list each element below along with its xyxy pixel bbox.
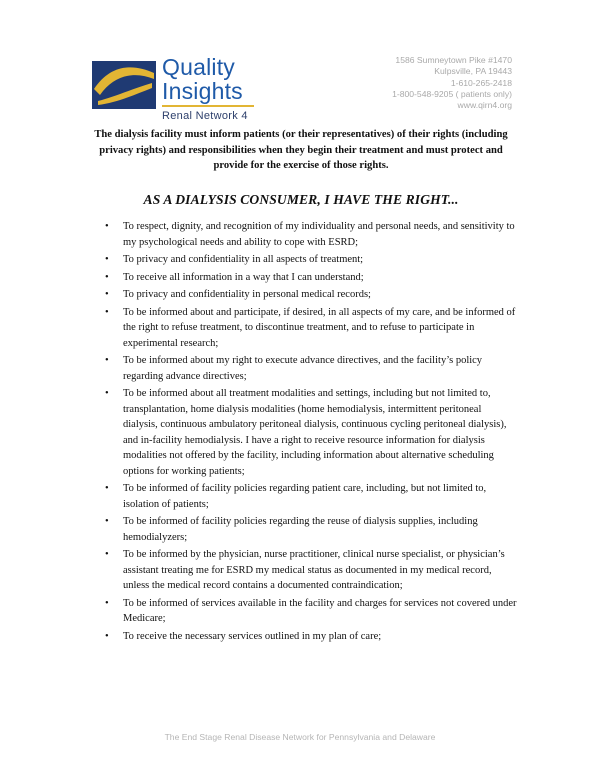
bullet-icon: • xyxy=(105,630,109,642)
right-text: To be informed about my right to execute advance directives, and the facility’s policy regarding advance directives; xyxy=(123,355,483,382)
right-text: To be informed of facility policies regarding patient care, including, but not limited to, isolation of patients; xyxy=(123,483,487,510)
right-text: To privacy and confidentiality in personal medical records; xyxy=(123,289,371,300)
address-block xyxy=(392,55,512,111)
address-phone: 1-610-265-2418 xyxy=(450,77,512,88)
bullet-icon: • xyxy=(105,221,109,232)
right-text: To respect, dignity, and recognition of my individuality and personal needs, and sensitivity to my psychological needs and ability to cope with ESRD; xyxy=(123,221,515,248)
logo-line-quality: Quality xyxy=(162,54,235,80)
logo-line-insights: Insights xyxy=(162,78,243,104)
right-text: To receive the necessary services outlined in my plan of care; xyxy=(123,630,382,642)
bullet-icon: • xyxy=(105,355,109,366)
intro-paragraph: The dialysis facility must inform patients (or their representatives) of their rights (including privacy rights) and responsibilities when they begin their treatment and must protect and provide for the exercise of those rights. xyxy=(94,129,508,171)
list-item xyxy=(105,219,517,250)
address-patient-phone: 1-800-548-9205 ( patients only) xyxy=(392,88,512,99)
bullet-icon: • xyxy=(105,388,109,399)
logo-divider xyxy=(162,105,254,107)
quality-insights-logo xyxy=(92,55,262,121)
list-item xyxy=(105,547,517,594)
list-item xyxy=(105,481,517,512)
bullet-icon: • xyxy=(105,306,109,318)
right-text: To be informed about all treatment modalities and settings, including but not limited to, transplantation, home dialysis modalities (home hemodialysis, intermittent peritoneal dialysis, continuous ambulatory peritoneal dialysis, continuous cycling peritoneal dialysis), and in-facility hemodialysis. I have a right to receive resource information for dialysis modalities not offered by the facility, including information about alternative scheduling options for working patients; xyxy=(123,388,507,477)
bullet-icon: • xyxy=(105,289,109,300)
list-item xyxy=(105,386,517,479)
list-item xyxy=(105,305,517,352)
bullet-icon: • xyxy=(105,254,109,265)
rights-list xyxy=(105,219,517,646)
right-text: To be informed of services available in the facility and charges for services not covered under Medicare; xyxy=(123,597,517,624)
right-text: To be informed about and participate, if desired, in all aspects of my care, and be informed of the right to refuse treatment, to discontinue treatment, and to refuse to participate in experimental research; xyxy=(123,306,516,349)
bullet-icon: • xyxy=(105,597,109,609)
page-footer: The End Stage Renal Disease Network for Pennsylvania and Delaware xyxy=(164,732,436,742)
list-item xyxy=(105,596,517,627)
list-item xyxy=(105,353,517,384)
list-item xyxy=(105,252,517,268)
logo-wordmark xyxy=(162,55,254,122)
list-item xyxy=(105,514,517,545)
bullet-icon: • xyxy=(105,516,109,527)
list-item xyxy=(105,629,517,645)
address-street: 1586 Sumneytown Pike #1470 xyxy=(395,55,512,65)
right-text: To receive all information in a way that I can understand; xyxy=(123,271,364,283)
address-city: Kulpsville, PA 19443 xyxy=(434,66,512,77)
logo-emblem-icon xyxy=(92,55,158,115)
bullet-icon: • xyxy=(105,483,109,494)
address-website-link[interactable]: www.qirn4.org xyxy=(457,100,512,111)
right-text: To be informed of facility policies regarding the reuse of dialysis supplies, including hemodialyzers; xyxy=(123,516,478,543)
page-title: AS A DIALYSIS CONSUMER, I HAVE THE RIGHT... xyxy=(143,192,459,207)
bullet-icon: • xyxy=(105,549,109,560)
right-text: To privacy and confidentiality in all aspects of treatment; xyxy=(123,254,364,265)
bullet-icon: • xyxy=(105,271,109,283)
right-text: To be informed by the physician, nurse practitioner, clinical nurse specialist, or physician’s assistant treating me for ESRD my medical status as documented in my medical record, unless the medical record contains a documented contraindication; xyxy=(123,549,505,591)
logo-line-network: Renal Network 4 xyxy=(162,109,248,122)
list-item xyxy=(105,270,517,286)
list-item xyxy=(105,287,517,303)
